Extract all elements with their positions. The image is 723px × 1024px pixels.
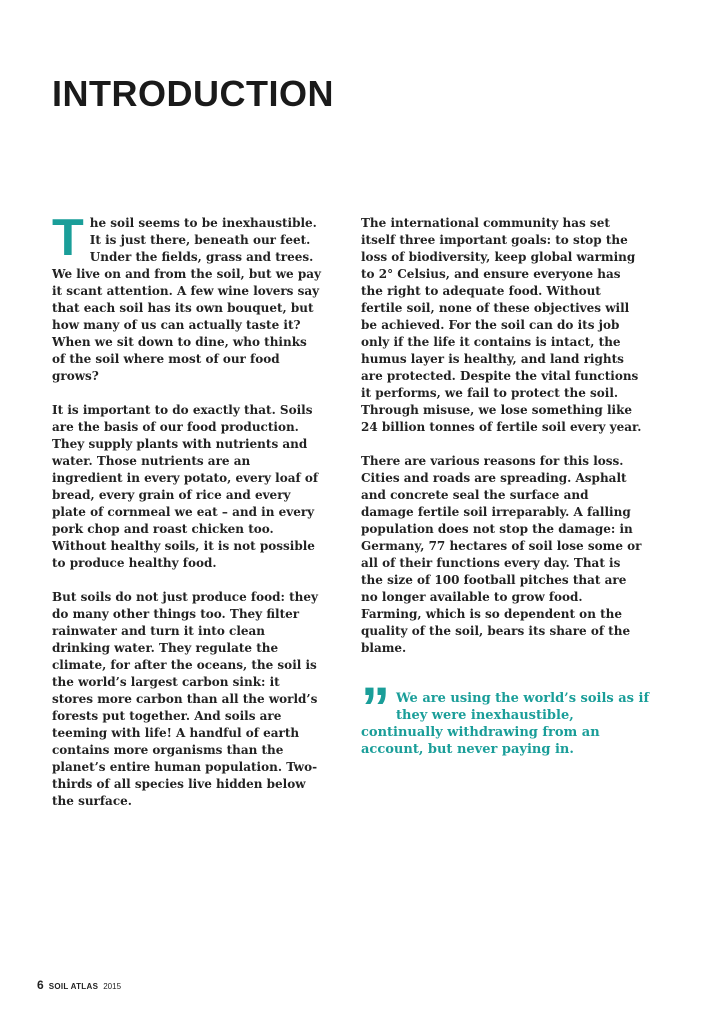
right-column xyxy=(361,215,643,674)
page-number: 6 xyxy=(37,978,44,992)
paragraph: There are various reasons for this loss. Cities and roads are spreading. Asphalt and concrete seal the surface and damage fertile soil irreparably. A falling population does not stop the damage: in Germany, 77 hectares of soil lose some or all of their functions every day. That is the size of 100 football pitches that are no longer available to grow food. Farming, which is so dependent on the quality of the soil, bears its share of the blame. xyxy=(361,454,642,655)
left-column xyxy=(52,209,324,827)
publication-year: 2015 xyxy=(103,982,122,991)
page-title: INTRODUCTION xyxy=(52,73,334,114)
paragraph: But soils do not just produce food: they do many other things too. They filter rainwater and turn it into clean drinking water. They regulate the climate, for after the oceans, the soil is the world’s largest carbon sink: it stores more carbon than all the world’s forests put together. And soils are teeming with life! A handful of earth contains more organisms than the planet’s entire human population. Two-thirds of all species live hidden below the surface. xyxy=(52,590,318,808)
paragraph: The international community has set itself three important goals: to stop the loss of biodiversity, keep global warming to 2° Celsius, and ensure everyone has the right to adequate food. Without fertile soil, none of these objectives will be achieved. For the soil can do its job only if the life it contains is intact, the humus layer is healthy, and land rights are protected. Despite the vital functions it performs, we fail to protect the soil. Through misuse, we lose something like 24 billion tonnes of fertile soil every year. xyxy=(361,216,642,434)
publication-name: SOIL ATLAS xyxy=(48,982,99,991)
paragraph: It is important to do exactly that. Soils are the basis of our food production. They supply plants with nutrients and water. Those nutrients are an ingredient in every potato, every loaf of bread, every grain of rice and every plate of cornmeal we eat – and in every pork chop and roast chicken too. Without healthy soils, it is not possible to produce healthy food. xyxy=(52,403,319,570)
paragraph xyxy=(52,209,324,385)
paragraph-text: he soil seems to be inexhaustible. It is just there, beneath our feet. Under the fields, grass and trees. We live on and from the soil, but we pay it scant attention. A few wine lovers say that each soil has its own bouquet, but how many of us can actually taste it? When we sit down to dine, who thinks of the soil where most of our food grows? xyxy=(52,216,321,383)
quote-mark-icon: ” xyxy=(361,676,390,741)
pull-quote xyxy=(361,676,651,758)
pull-quote-text: We are using the world’s soils as if they were inexhaustible, continually withdrawing from an account, but never paying in. xyxy=(361,691,650,757)
page-footer xyxy=(37,978,121,992)
drop-cap: T xyxy=(52,209,84,267)
